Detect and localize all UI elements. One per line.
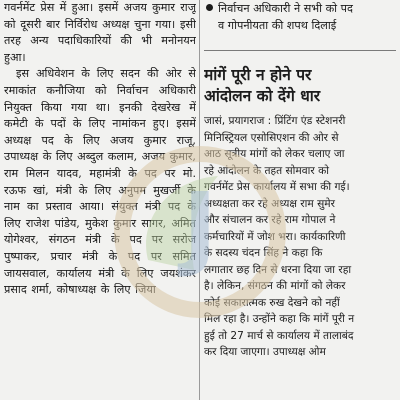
article-line: के सदस्य चंदन सिंह ने कहा कि	[204, 247, 323, 259]
article-line: हुई तो 27 मार्च से कार्यालय में तालाबंद	[204, 329, 354, 342]
article-line: कोई सकारात्मक रुख देखने को नहीं	[204, 296, 340, 309]
article-line: अध्यक्षता कर रहे अध्यक्ष राम सुमेर	[204, 197, 335, 210]
right-article-column	[204, 0, 396, 400]
bullet-icon	[206, 4, 213, 11]
article-line: मिल रहा है। उन्होंने कहा कि मांगें पूरी न	[204, 313, 355, 325]
previous-article-bullet	[204, 0, 396, 51]
svg-text:J: J	[182, 173, 218, 280]
article-line: आठ सूत्रीय मांगों को लेकर चलाए जा	[204, 148, 345, 160]
left-article-paragraph: इस अधिवेशन के लिए सदन की ओर से रमाकांत कनौजिया को निर्वाचन अधिकारी नियुक्त किया गया था। इनकी देखरेख में कमेटी के पदों के लिए नामांकन हुए। इसमें अध्यक्ष पद के लिए अजय कुमार राजू, उपाध्यक्ष के लिए अब्दुल कलाम, अजय कुमार, राम मिलन यादव, महामंत्री के पद पर मो. रऊफ खां, मंत्री के लिए अनुपम मुखर्जी के नाम का प्रस्ताव आया। संयुक्त मंत्री पद के लिए राजेश पांडेय, मुकेश कुमार सागर, अमित योगेश्वर, संगठन मंत्री के पद पर सरोज पुष्पाकर, प्रचार मंत्री के पद पर समित जायसवाल, कार्यालय मंत्री के लिए जयशंकर प्रसाद शर्मा, कोषाध्यक्ष के लिए जिया	[4, 67, 196, 297]
left-article-paragraph: गवर्नमेंट प्रेस में हुआ। इसमें अजय कुमार राजू को दूसरी बार निर्विरोध अध्यक्ष चुना गया। इसी तरह अन्य पदाधिकारियों की भी मनोनयन हुआ।	[4, 1, 196, 64]
right-article-body	[204, 113, 396, 361]
article-line: लगातार छह दिन से धरना दिया जा रहा	[204, 263, 352, 276]
column-divider	[199, 0, 200, 400]
bullet-line: निर्वाचन अधिकारी ने सभी को पद	[218, 2, 353, 15]
article-line: गवर्नमेंट प्रेस कार्यालय में सभा की गई।	[204, 181, 350, 193]
article-headline	[204, 65, 396, 107]
bullet-line: व गोपनीयता की शपथ दिलाई	[218, 19, 337, 32]
article-line: मिनिस्ट्रियल एसोसिएशन की ओर से	[204, 131, 339, 144]
article-line: कर दिया जाएगा। उपाध्यक्ष ओम	[204, 346, 326, 358]
article-line: है। लेकिन, संगठन की मांगों को लेकर	[204, 280, 346, 292]
headline-line: मांगें पूरी न होने पर	[204, 66, 312, 84]
article-line: रहे आंदोलन के तहत सोमवार को	[204, 164, 329, 177]
headline-line: आंदोलन को देंगे धार	[204, 87, 321, 105]
article-line: कर्मचारियों में जोश भरा। कार्यकारिणी	[204, 230, 346, 243]
left-article-column	[4, 0, 196, 400]
article-line: और संचालन कर रहे राम गोपाल ने	[204, 214, 336, 226]
article-line: जासं, प्रयागराज : प्रिंटिंग एंड स्टेशनरी	[204, 115, 346, 127]
